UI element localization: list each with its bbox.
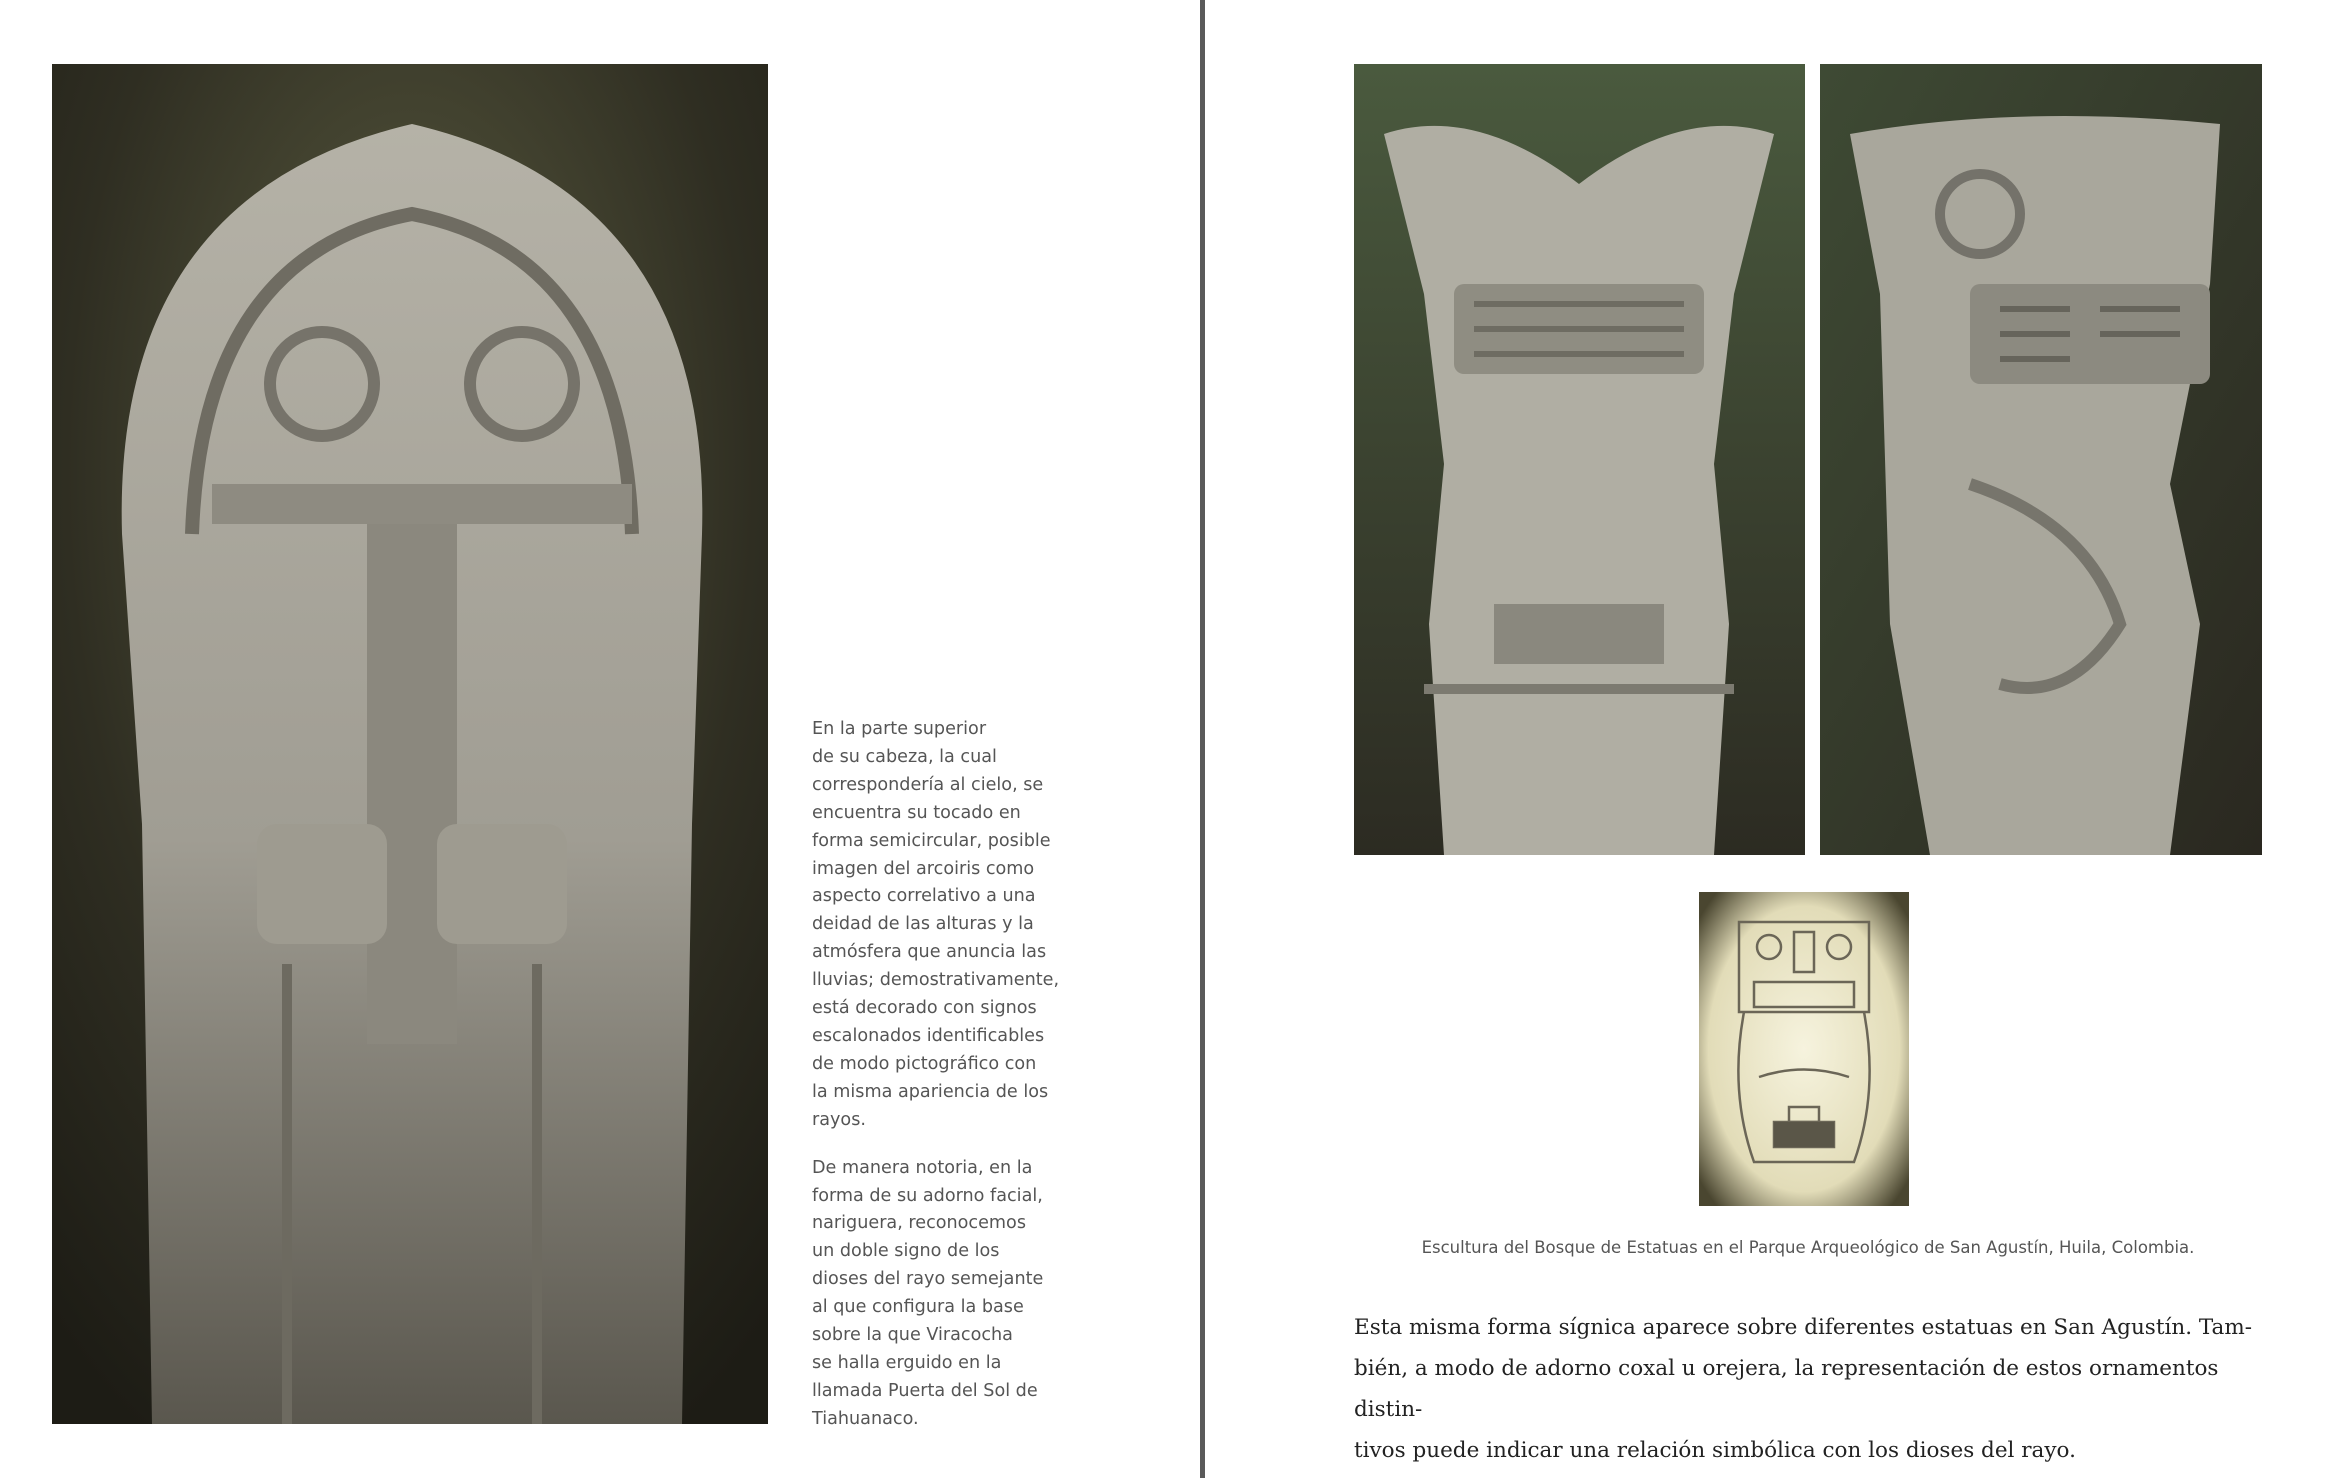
statue-drawing <box>1699 892 1909 1206</box>
side-paragraph-1: En la parte superior de su cabeza, la cual correspondería al cielo, se encuentra su tocado en forma semicircular, posible imagen del arcoiris como aspecto correlativo a una deidad de las alturas y la atmósfera que anuncia las lluvias; demostrativamente, está decorado con signos escalonados identificables de modo pictográfico con la misma apariencia de los rayos. <box>812 719 1060 1130</box>
statue-photo-front <box>1354 64 1805 855</box>
right-page <box>1208 0 2350 1478</box>
page-gutter <box>1200 0 1205 1478</box>
photo-caption: Escultura del Bosque de Estatuas en el Parque Arqueológico de San Agustín, Huila, Colombia. <box>1421 1238 2195 1257</box>
side-paragraph-2: De manera notoria, en la forma de su adorno facial, nariguera, reconocemos un doble signo de los dioses del rayo semejante al que configura la base sobre la que Viracocha se halla erguido en la llamada Puerta del Sol de Tiahuanaco. <box>812 1157 1044 1429</box>
statue-photo-main <box>52 64 768 1424</box>
body-paragraph: Esta misma forma sígnica aparece sobre diferentes estatuas en San Agustín. Tam- bién, a modo de adorno coxal u orejera, la representación de estos ornamentos distin- tivos puede indicar una relación simbólica con los dioses del rayo. <box>1354 1315 2253 1463</box>
side-text <box>812 716 1062 1434</box>
statue-photo-side <box>1820 64 2262 855</box>
